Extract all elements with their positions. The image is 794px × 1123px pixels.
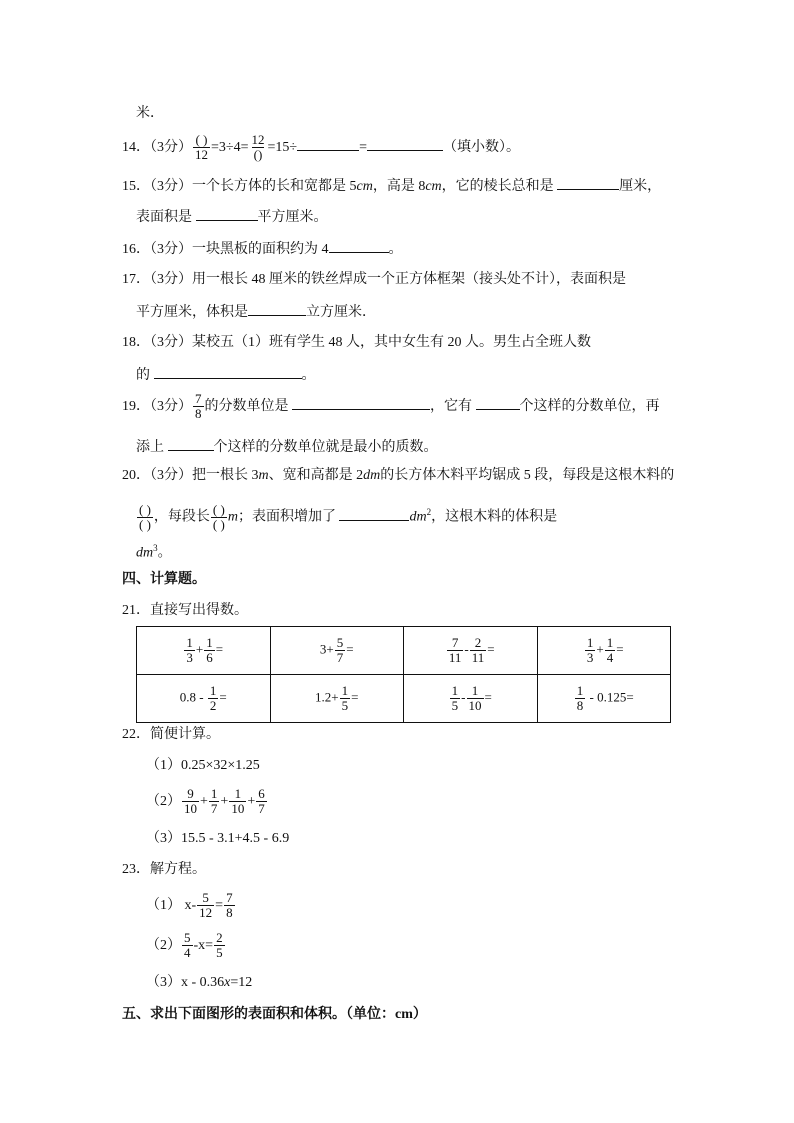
question-18-line-2: 的 。 <box>136 364 316 386</box>
q19-fraction: $\frac{7}{8}$ <box>195 391 202 422</box>
question-23-title: 23．解方程。 <box>122 862 206 877</box>
q15-blank-area[interactable] <box>196 206 258 221</box>
question-18-line-1: 18．（3分）某校五（1）班有学生 48 人，其中女生有 20 人。男生占全班人数 <box>122 335 591 350</box>
calc-cell-2[interactable]: 3+ $\frac{5}{7}$ = <box>270 627 404 675</box>
q15-blank-edge[interactable] <box>557 175 619 190</box>
section-5-heading: 五、求出下面图形的表面积和体积。（单位：cm） <box>122 1007 427 1022</box>
calc-cell-8[interactable]: $\frac{1}{8}$ - 0.125= <box>537 675 671 723</box>
question-19-line-1: 19．（3分） $\frac{7}{8}$ 的分数单位是 ，它有 个这样的分数单位，再 <box>122 391 660 422</box>
q22-part-2: （2） $\frac{9}{10}$ + $\frac{1}{7}$ + $\frac{1}{10}$ + $\frac{6}{7}$ <box>146 786 265 817</box>
q23-part-3: （3）x - 0.36x=12 <box>146 975 253 990</box>
q13-tail: 米． <box>136 106 164 121</box>
question-17-line-2: 平方厘米，体积是 立方厘米． <box>136 301 376 323</box>
section-4-heading: 四、计算题。 <box>122 572 206 587</box>
q20-blank-area[interactable] <box>339 506 409 521</box>
q23-part-2: （2） $\frac{5}{4}$ -x= $\frac{2}{5}$ <box>146 930 223 961</box>
question-20-line-1: 20．（3分）把一根长 3m、宽和高都是 2dm的长方体木料平均锯成 5 段，每段是这根木料的 <box>122 468 675 483</box>
q22-part-1: （1）0.25×32×1.25 <box>146 758 260 773</box>
calc-cell-4[interactable]: $\frac{1}{3}$ + $\frac{1}{4}$ = <box>537 627 671 675</box>
calc-cell-1[interactable]: $\frac{1}{3}$ + $\frac{1}{6}$ = <box>137 627 271 675</box>
q14-blank-2[interactable] <box>367 136 443 151</box>
question-15-line-2: 表面积是 平方厘米。 <box>136 206 328 228</box>
q21-calc-table <box>136 626 671 723</box>
question-14: 14．（3分） ( ) 12 =3÷4= 12 () =15÷ = （填小数）。 <box>122 132 520 163</box>
question-20-line-3: $dm^3$。 <box>136 543 172 561</box>
q18-blank[interactable] <box>154 364 302 379</box>
q16-blank[interactable] <box>329 238 389 253</box>
calc-cell-3[interactable]: $\frac{7}{11}$ - $\frac{2}{11}$ = <box>404 627 538 675</box>
question-15-line-1: 15．（3分）一个长方体的长和宽都是 5cm，高是 8cm，它的棱长总和是 厘米， <box>122 175 661 197</box>
q14-fraction-1: ( ) 12 <box>195 132 208 163</box>
q20-fraction-length: ( ) ( ) <box>212 501 225 532</box>
q17-blank-volume[interactable] <box>248 301 306 316</box>
calc-cell-7[interactable]: $\frac{1}{5}$ - $\frac{1}{10}$ = <box>404 675 538 723</box>
question-20-line-2: ( ) ( ) ，每段长 ( ) ( ) m；表面积增加了 $dm^2$，这根木料的体积是 <box>139 501 558 532</box>
q20-fraction-part: ( ) ( ) <box>139 501 151 532</box>
q19-blank-unit[interactable] <box>292 395 430 410</box>
question-22-title: 22．简便计算。 <box>122 727 220 742</box>
question-16: 16．（3分）一块黑板的面积约为 4 。 <box>122 238 403 260</box>
q22-part-3: （3）15.5 - 3.1+4.5 - 6.9 <box>146 831 290 846</box>
q19-blank-count[interactable] <box>476 395 520 410</box>
q19-blank-add[interactable] <box>168 436 214 451</box>
question-21-title: 21．直接写出得数。 <box>122 603 248 618</box>
calc-cell-6[interactable]: 1.2+ $\frac{1}{5}$ = <box>270 675 404 723</box>
calc-cell-5[interactable]: 0.8 - $\frac{1}{2}$ = <box>137 675 271 723</box>
question-19-line-2: 添上 个这样的分数单位就是最小的质数。 <box>136 436 438 458</box>
q14-fraction-2: 12 () <box>251 132 265 163</box>
q14-blank-1[interactable] <box>297 136 359 151</box>
question-17-line-1: 17．（3分）用一根长 48 厘米的铁丝焊成一个正方体框架（接头处不计），表面积是 <box>122 272 626 287</box>
q23-part-1: （1） x- $\frac{5}{12}$ = $\frac{7}{8}$ <box>146 890 233 921</box>
